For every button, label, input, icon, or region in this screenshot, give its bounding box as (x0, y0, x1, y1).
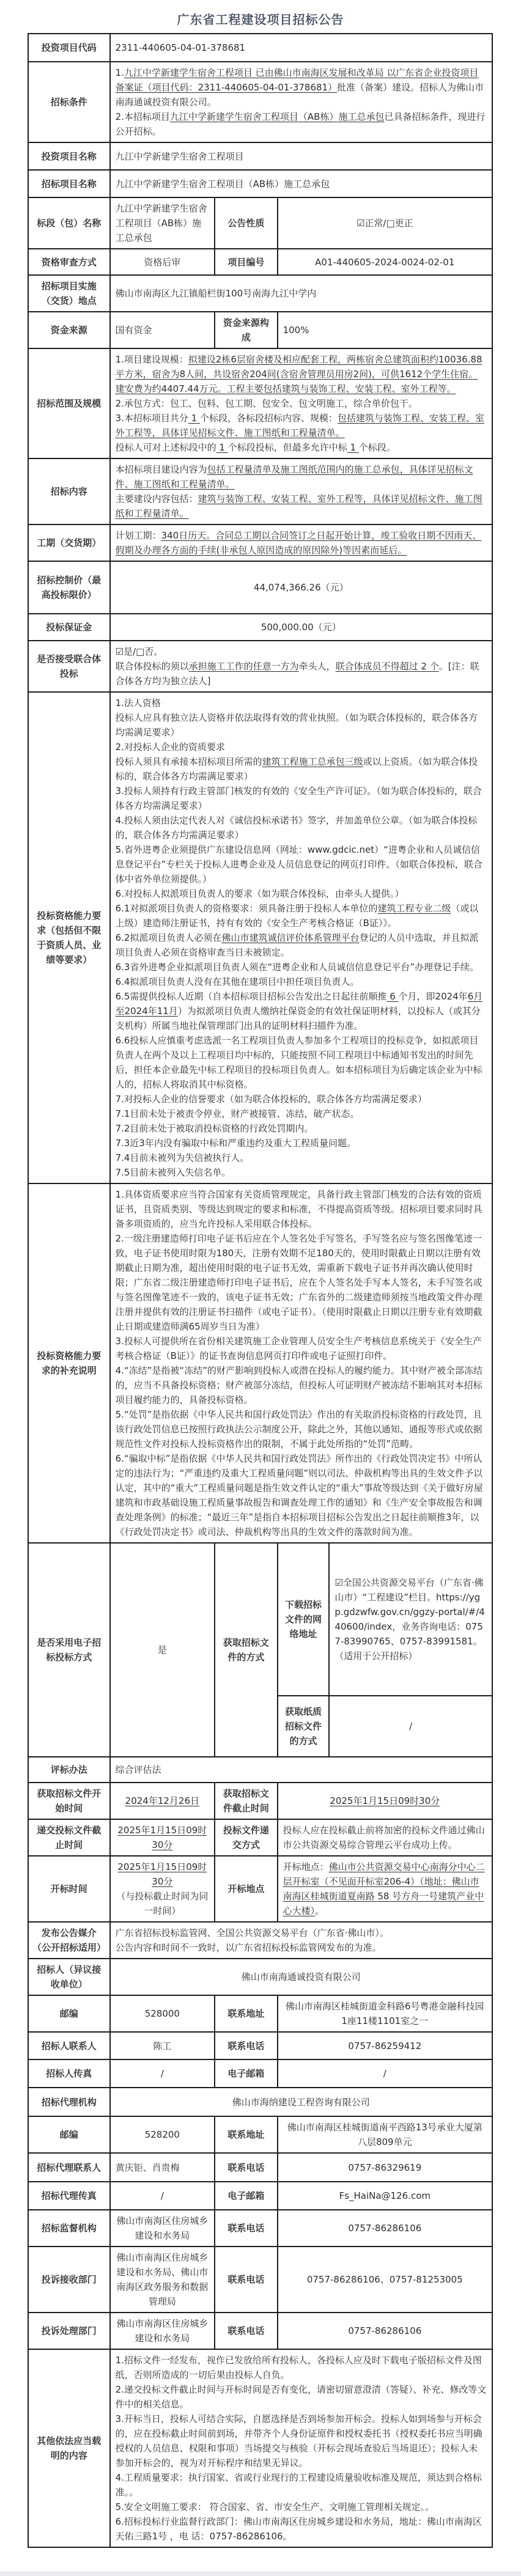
complaint-recv-value: 佛山市南海区住房城乡建设和水务局、佛山市南海区政务服务和数据管理局 (110, 2247, 215, 2313)
table-row (28, 2059, 492, 2088)
phone2-label: 联系电话 (215, 2153, 277, 2182)
doc-start-label: 获取招标文件开始时间 (28, 1783, 110, 1819)
table-row (28, 524, 492, 561)
doc-end-label: 获取招标文件截止时间 (215, 1783, 277, 1819)
table-row (28, 1959, 492, 1995)
table-row (28, 641, 492, 692)
supervisor-label: 招标监督机构 (28, 2210, 110, 2247)
announcement-table (28, 33, 493, 2548)
tender-name-value: 九江中学新建学生宿舍工程项目（AB栋）施工总承包 (110, 170, 492, 197)
table-row (28, 1757, 492, 1783)
supervisor-phone-label: 联系电话 (215, 2210, 277, 2247)
duration-value: 计划工期：340日历天。合同总工期以合同签订之日起开始计算，竣工验收日期不因雨天、假期及办理各方面的手续(非承包人原因造成的原因除外)等因素而延后。 (110, 524, 492, 561)
fax1-label: 招标人传真 (28, 2059, 110, 2088)
email2-label: 电子邮箱 (215, 2182, 277, 2210)
doc-obtain-nested-table (278, 1543, 492, 1757)
funds-label: 资金来源 (28, 312, 110, 348)
table-row (28, 614, 492, 641)
table-row (28, 1819, 492, 1856)
table-row (278, 1696, 492, 1756)
table-row (28, 458, 492, 524)
complaint-recv-phone-value: 0757-86286106、0757-81253005 (278, 2247, 492, 2313)
download-url-label: 下载招标文件的网络地址 (278, 1544, 330, 1696)
ceiling-price-label: 招标控制价（最高投标限价） (28, 561, 110, 614)
content-value: 本招标项目建设内容为包括工程量清单及施工图纸范围内的施工总承包，具体详见招标文件、施工图纸和工程量清单。 主要建设内容包括：建筑与装饰工程、安装工程、室外工程等，具体详见招标文件、施工图纸和工程量清单。 (110, 458, 492, 524)
project-number-label: 项目编号 (215, 249, 277, 275)
submit-deadline-value: 2025年1月15日09时30分 (110, 1819, 215, 1856)
fax1-value: / (110, 2059, 215, 2088)
table-row (28, 348, 492, 458)
table-row (28, 249, 492, 275)
invest-name-value: 九江中学新建学生宿舍工程项目 (110, 142, 492, 170)
zip2-value: 528200 (110, 2116, 215, 2153)
table-row (28, 2088, 492, 2116)
bottom-scrollbar-strip[interactable] (0, 2571, 521, 2576)
content-label: 招标内容 (28, 458, 110, 524)
media-value: 广东省招标投标监管网、全国公共资源交易平台（广东省·佛山市）。 公告内容和时间不一致时，以广东省招标投标监管网发布的为准。 (110, 1922, 492, 1959)
table-row (28, 2153, 492, 2182)
funds-composition-label: 资金来源构成 (215, 312, 277, 348)
invest-code-label: 投资项目代码 (28, 34, 110, 62)
phone1-label: 联系电话 (215, 2032, 277, 2059)
table-row (28, 1783, 492, 1819)
table-row (28, 2116, 492, 2153)
ceiling-price-value: 44,074,366.26（元） (110, 561, 492, 614)
notice-nature-label: 公告性质 (215, 197, 277, 249)
e-tender-value: 是 (110, 1543, 215, 1757)
email1-value: / (278, 2059, 492, 2088)
eval-method-label: 评标办法 (28, 1757, 110, 1783)
invest-code-value: 2311-440605-04-01-378681 (110, 34, 492, 62)
table-row (28, 2313, 492, 2349)
complaint-handle-phone-label: 联系电话 (215, 2313, 277, 2349)
table-row (28, 312, 492, 348)
contact1-label: 招标人联系人 (28, 2032, 110, 2059)
table-row (28, 62, 492, 142)
eval-method-value: 综合评估法 (110, 1757, 492, 1783)
qual-supp-value: 1.具体资质要求应当符合国家有关资质管理规定，具备行政主管部门核发的合法有效的资质证书，且资质类别、等级达到规定的要求和标准，不得提高资质等级。招标项目要求同时具备多项资质的，应当允许投标人采用联合体投标。 2.一级注册建造师打印电子证书后应在个人签名处手写签名，手写签名应与签名图像笔迹一致，电子证书使用时限为180天，注册有效期不足180天的，使用时限截止日期以注册有效期截止日期为准，超出使用时限的电子证书无效，需重新下载电子证书并再次确认使用时限；广东省二级注册建造师打印电子证书后，应在个人签名处手写本人签名，未手写签名或与签名图像笔迹不一致的，该电子证书无效；广东省外的二级建造师须按当地政策文件办理注册并提供有效的注册证书扫描件（或电子证书）。（使用时限截止日期以注册专业有效期截止日期或建造师满65周岁当日为准） 3.投标人可提供所在省份相关建筑施工企业管理人员安全生产考核信息系统关于《安全生产考核合格证（B证）》的证书查询信息网页打印件或电子证照打印件。 4.“冻结”是指被“冻结”的财产影响到投标人或潜在投标人的履约能力。其中财产被全部冻结的，应当不具备投标资格；财产被部分冻结，但投标人可证明财产被冻结不影响其对本招标项目履约能力的，具备投标资格。 5.“处罚”是指依据《中华人民共和国行政处罚法》作出的有关取消投标资格的行政处罚，且该行政处罚信息已按照行政执法公示制度公开，除此之外，其他以通知、通报等形式或依据规范性文件对投标人投标资格作出的限制，不属于此处所指的“处罚”范畴。 6.“骗取中标”是指依据《中华人民共和国行政处罚法》所作出的《行政处罚决定书》中所认定的违法行为；“严重违约及重大工程质量问题”则以司法、仲裁机构等出具的生效文件予以认定，其中的“重大”工程质量问题是指生效文件认定的“重大”事故等级达到《关于做好房屋建筑和市政基础设施工程质量事故报告和调查处理工作的通知》和《生产安全事故报告和调查处理条例》的标准；“最近三年”是指自本招标项目招标公告发出之日起往前顺推3年，以《行政处罚决定书》或司法、仲裁机构等出具的生效文件的落款时间为准。 (110, 1183, 492, 1543)
table-row (28, 692, 492, 1183)
table-row (28, 2032, 492, 2059)
opening-place-value: 开标地点：佛山市公共资源交易中心南海分中心二层开标室（不见面开标室206-4）（地址：佛山市南海区桂城街道夏南路 58 号方舟一号建筑产业中心大楼）。 (278, 1856, 492, 1922)
conditions-value: 1.九江中学新建学生宿舍工程项目 已由佛山市南海区发展和改革局 以广东省企业投资项目备案证（项目代码：2311-440605-04-01-378681）批准（备案）建设。招标人为佛山市南海通诚投资有限公司。 2.本招标项目九江中学新建学生宿舍工程项目（AB栋）施工总承包已具备招标条件，现进行公开招标。 (110, 62, 492, 142)
section-label: 标段（包）名称 (28, 197, 110, 249)
submit-deadline-label: 递交投标文件截止时间 (28, 1819, 110, 1856)
e-tender-label: 是否采用电子招标投标方式 (28, 1543, 110, 1757)
project-number-value: A01-440605-2024-0024-02-01 (278, 249, 492, 275)
table-row (28, 2210, 492, 2247)
contact2-label: 招标代理联系人 (28, 2153, 110, 2182)
opening-place-label: 开标地点 (215, 1856, 277, 1922)
address1-label: 联系地址 (215, 1995, 277, 2032)
location-label: 招标项目实施（交货）地点 (28, 275, 110, 312)
download-url-cell: ☑全国公共资源交易平台（广东省·佛山市）“工程建设”栏目。https://ygp.gdzwfw.gov.cn/ggzy-portal/#/440600/index，业务咨询电话：0757-83990765、0757-83991581。（适用于公开招标） (329, 1544, 492, 1696)
consortium-label: 是否接受联合体投标 (28, 641, 110, 692)
table-row (28, 2349, 492, 2547)
table-row (28, 142, 492, 170)
table-row (28, 1543, 492, 1757)
email1-label: 电子邮箱 (215, 2059, 277, 2088)
contact1-value: 陈工 (110, 2032, 215, 2059)
supervisor-value: 佛山市南海区住房城乡建设和水务局 (110, 2210, 215, 2247)
submit-method-value: 投标人应在投标截止前将加密的投标文件通过佛山市公共资源交易综合管理云平台成功上传。 (278, 1819, 492, 1856)
tenderer-value: 佛山市南海通诚投资有限公司 (110, 1959, 492, 1995)
table-row (278, 1544, 492, 1696)
email2-value: Fs_HaiNa@126.com (278, 2182, 492, 2210)
opening-time-label: 开标时间 (28, 1856, 110, 1922)
supervisor-phone-value: 0757-86286106 (278, 2210, 492, 2247)
contact2-value: 黄庆钜、肖贵梅 (110, 2153, 215, 2182)
deposit-label: 投标保证金 (28, 614, 110, 641)
conditions-label: 招标条件 (28, 62, 110, 142)
complaint-handle-phone-value: 0757-86286106 (278, 2313, 492, 2349)
doc-obtain-label: 获取招标文件的方式 (215, 1543, 277, 1757)
table-row (28, 170, 492, 197)
qual-method-value: 资格后审 (110, 249, 215, 275)
tender-name-label: 招标项目名称 (28, 170, 110, 197)
complaint-handle-label: 投诉处理部门 (28, 2313, 110, 2349)
table-row (28, 34, 492, 62)
paper-doc-label: 获取纸质招标文件的方式 (278, 1696, 330, 1756)
other-label: 其他依法应当载明的内容 (28, 2349, 110, 2547)
table-row (28, 197, 492, 249)
address2-label: 联系地址 (215, 2116, 277, 2153)
qual-req-label: 投标资格能力要求（包括但不限于资质人员、业绩等要求） (28, 692, 110, 1183)
table-row (28, 1922, 492, 1959)
opening-time-value: 2025年1月15日09时30分 （与投标截止时间为同一时间） (110, 1856, 215, 1922)
paper-doc-value: / (409, 1721, 413, 1732)
address2-value: 佛山市南海区桂城街道南平西路13号承业大厦第八层809单元 (278, 2116, 492, 2153)
complaint-handle-value: 佛山市南海区住房城乡建设和水务局 (110, 2313, 215, 2349)
location-value: 佛山市南海区九江镇船栏街100号南海九江中学内 (110, 275, 492, 312)
other-value: 1.招标文件一经发布，视作已发放给所有投标人，各投标人应及时下载电子版招标文件及图纸，否则所造成的一切后果由投标人自负。 2.递交投标文件截止时间与开标时间是否有变化，请密切留意澄清（答疑）、补充、修改等文件中的相关信息。 3.开标当日，投标人可结合实际，自愿选择是否到场参加开标会。投标人如到场参与开标会的，应在投标截止时间前到场，并带齐个人身份证原件和授权委托书（授权委托书应当明确授权的人员信息、权限和事项）当场提交与核验（开标会现场查验后当场退还）；投标人未参加开标会的，视为对开标程序和结果无异议。 4.工程质量要求：执行国家、省或行业现行的工程建设质量验收标准及规范，须达到合格标准。。 5.安全文明施工要求： 符合国家、省、市安全生产、文明施工管理相关规定。。 6.招标投标行业监督行政部门：佛山市南海区住房城乡建设和水务局，地址：佛山市南海区天佑三路1号 ，电 话：0757-86286106。 (110, 2349, 492, 2547)
scope-value: 1.项目建设规模：拟建设2栋6层宿舍楼及相应配套工程，两栋宿舍总建筑面积约10036.88平方米，宿舍为8人间，共设宿舍204间(含宿舍管理员用房2间)，可供1612个学生住宿。建安费为约4407.44万元。工程主要包括建筑与装饰工程、安装工程、室外工程等。 2.承包方式：包工、包料、包工期、包安全、包文明施工，综合单价包干。 3.本招标项目共分 1 个标段，各标段招标内容、规模：包括建筑与装饰工程、安装工程、室外工程等，具体详见招标文件、施工图纸和工程量清单。 投标人可对上述标段中的 1 个标段投标，但最多允许中标 1 个标段。 (110, 348, 492, 458)
duration-label: 工期（交货期） (28, 524, 110, 561)
page-title: 广东省工程建设项目招标公告 (177, 12, 344, 27)
qual-req-value: 1.法人资格 投标人应具有独立法人资格并依法取得有效的营业执照。（如为联合体投标的，联合体各方均需满足要求） 2.对投标人企业的资质要求 投标人须具有承接本招标项目所需的建筑工程施工总承包三级或以上资质。（如为联合体投标的，联合体各方均需满足要求） 3.投标人须持有行政主管部门核发的有效的《安全生产许可证》。（如为联合体投标的，联合体各方均需满足要求） 4.投标人须由法定代表人对《诚信投标承诺书》签字，并加盖单位公章。（如为联合体投标的，联合体各方均需满足要求） 5.省外进粤企业须提供广东建设信息网（网址：www.gdcic.net）“进粤企业和人员诚信信息登记平台”专栏关于投标人进粤企业及人员信息登记的网页打印件。（如联合体投标，联合体中省外单位须提供。） 6.对投标人拟派项目负责人的要求（如为联合体投标，由牵头人提供。） 6.1对拟派项目负责人的资格要求：须具备注册于投标人本单位的建筑工程专业二级（或以上级）建造师注册证书，持有有效的《安全生产考核合格证（B证）》。 6.2拟派项目负责人必须在佛山市建筑诚信评价体系管理平台登记的人员中选取，并且拟派项目负责人必须在资格审查当日未被锁定。 6.3省外进粤企业拟派项目负责人须在“进粤企业和人员诚信信息登记平台”办理登记手续。 6.4拟派项目负责人没有在其他在建项目中担任项目负责人。 6.5需提供投标人近期（自本招标项目招标公告发出之日起往前顺推 6 个月，即2024年6月至2024年11月）为拟派项目负责人缴纳社保资金的有效社保证明材料，以投标人（或其分支机构）所属当地社保管理部门出具的证明材料扫描件为准。 6.6投标人应慎重考虑选派一名工程项目负责人参加多个工程项目的投标竞争，如拟派项目负责人在两个及以上工程项目均中标的，只能按照不同工程项目中标通知书发出的时间先后，担任本企业最先中标工程项目的投标项目负责人。如本招标项目为后确定该企业为中标人的，招标人将取消其中标资格。 7.对投标人企业的信誉要求（如为联合体投标的，联合体各方均需满足要求） 7.1目前未处于被责令停业，财产被接管、冻结，破产状态。 7.2目前未处于被取消投标资格的行政处罚期内。 7.3近3年内没有骗取中标和严重违约及重大工程质量问题。 7.4目前未被列为失信被执行人。 7.5目前未被列入失信名单。 (110, 692, 492, 1183)
table-row (28, 1183, 492, 1543)
table-row (28, 275, 492, 312)
invest-name-label: 投资项目名称 (28, 142, 110, 170)
complaint-recv-label: 投诉接收部门 (28, 2247, 110, 2313)
fax2-value: / (110, 2182, 215, 2210)
qual-method-label: 资格审查方式 (28, 249, 110, 275)
table-row (28, 1856, 492, 1922)
notice-nature-checkboxes: ☑正常/□更正 (278, 197, 492, 249)
scope-label: 招标范围及规模 (28, 348, 110, 458)
agency-value: 佛山市海纳建设工程咨询有限公司 (110, 2088, 492, 2116)
complaint-recv-phone-label: 联系电话 (215, 2247, 277, 2313)
zip1-value: 528000 (110, 1995, 215, 2032)
fax2-label: 招标代理传真 (28, 2182, 110, 2210)
table-row (28, 561, 492, 614)
funds-composition-value: 100% (278, 312, 492, 348)
table-row (28, 2182, 492, 2210)
doc-start-value: 2024年12月26日 (110, 1783, 215, 1819)
phone1-value: 0757-86259412 (278, 2032, 492, 2059)
deposit-value: 500,000.00（元） (110, 614, 492, 641)
table-row (28, 1995, 492, 2032)
section-name-value: 九江中学新建学生宿舍工程项目（AB栋）施工总承包 (110, 197, 215, 249)
agency-label: 招标代理机构 (28, 2088, 110, 2116)
tenderer-label: 招标人（异议接收单位） (28, 1959, 110, 1995)
qual-supp-label: 投标资格能力要求的补充说明 (28, 1183, 110, 1543)
consortium-value: ☑是/□否。 联合体投标的须以承担施工工作的任意一方为牵头人，联合体成员不得超过 2 个。[注：联合体各方均为独立法人] (110, 641, 492, 692)
address1-value: 佛山市南海区桂城街道金科路6号粤港金融科技园1座11楼1101室之一 (278, 1995, 492, 2032)
submit-method-label: 投标文件递交方式 (215, 1819, 277, 1856)
zip2-label: 邮编 (28, 2116, 110, 2153)
zip1-label: 邮编 (28, 1995, 110, 2032)
doc-end-value: 2025年1月15日09时30分 (278, 1783, 492, 1819)
media-label: 发布公告媒介（公开招标适用） (28, 1922, 110, 1959)
table-row (28, 2247, 492, 2313)
funds-value: 国有资金 (110, 312, 215, 348)
phone2-value: 0757-86329619 (278, 2153, 492, 2182)
